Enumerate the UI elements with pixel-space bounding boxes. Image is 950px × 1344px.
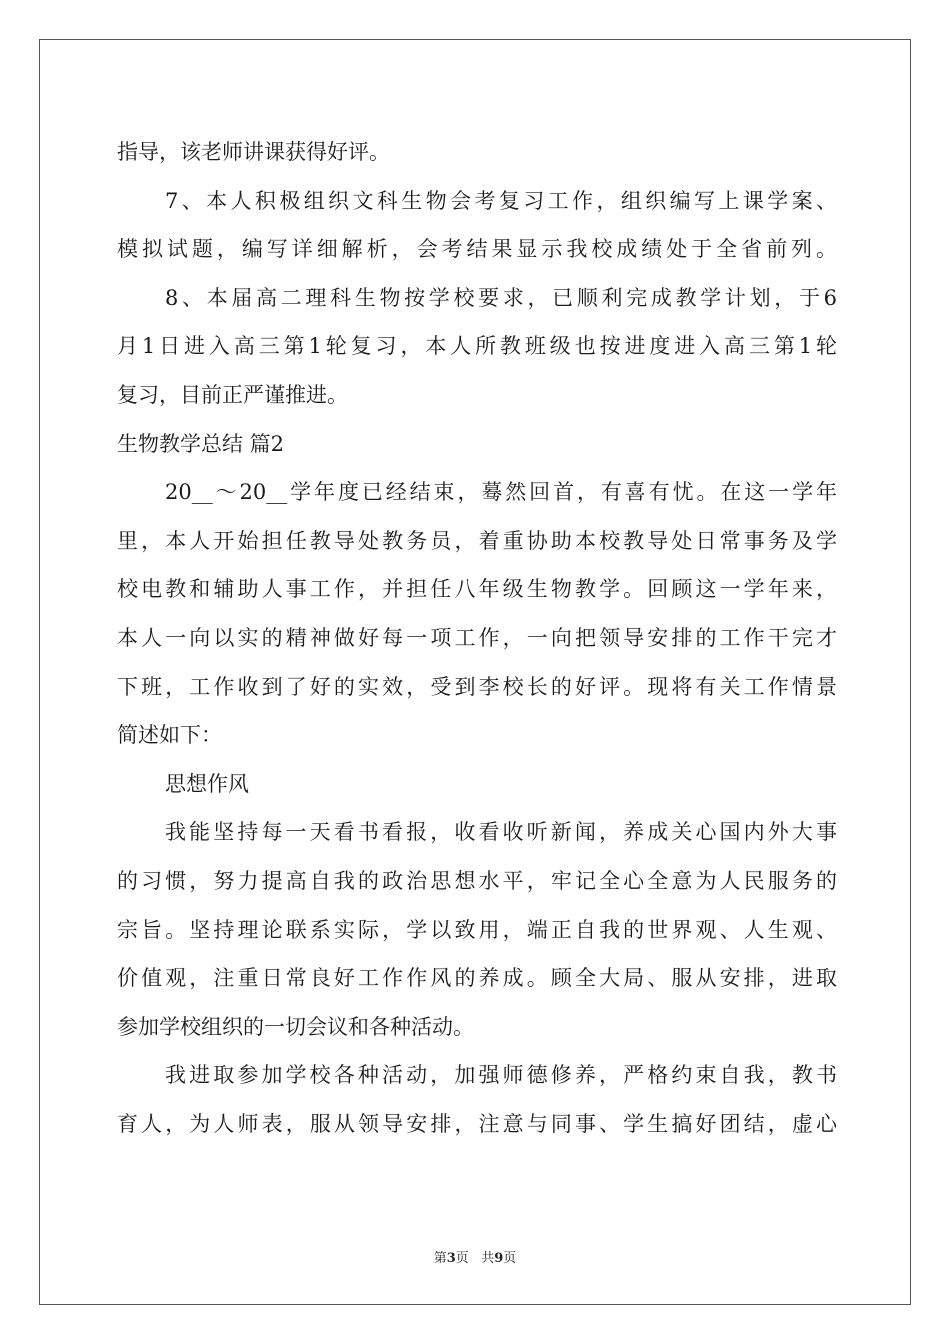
- total-suffix: 页: [503, 1251, 517, 1266]
- text-line: 校电教和辅助人事工作，并担任八年级生物教学。回顾这一学年来，: [117, 577, 837, 602]
- section-heading: 生物教学总结 篇2: [117, 431, 285, 456]
- text-line: 里，本人开始担任教导处教务员，着重协助本校教导处日常事务及学: [117, 528, 837, 553]
- text-line: 简述如下：: [117, 723, 222, 748]
- text-line: 我进取参加学校各种活动，加强师德修养，严格约束自我，教书: [165, 1063, 837, 1088]
- text-line: 育人，为人师表，服从领导安排，注意与同事、学生搞好团结，虚心: [117, 1111, 837, 1136]
- page-number: 3: [446, 1251, 456, 1266]
- text-line: 月1日进入高三第1轮复习，本人所教班级也按进度进入高三第1轮: [117, 334, 837, 359]
- page-prefix: 第: [433, 1251, 447, 1266]
- subsection-heading: 思想作风: [165, 771, 249, 796]
- text-line: 的习惯，努力提高自我的政治思想水平，牢记全心全意为人民服务的: [117, 868, 837, 893]
- text-line: 宗旨。坚持理论联系实际，学以致用，端正自我的世界观、人生观、: [117, 917, 837, 942]
- text-line: 7、本人积极组织文科生物会考复习工作，组织编写上课学案、: [165, 188, 837, 213]
- page-suffix: 页: [455, 1251, 469, 1266]
- document-body: [117, 128, 837, 1148]
- text-line: 复习，目前正严谨推进。: [117, 382, 348, 407]
- text-line: 20__～20__学年度已经结束，蓦然回首，有喜有忧。在这一学年: [165, 480, 837, 505]
- text-line: 本人一向以实的精神做好每一项工作，一向把领导安排的工作干完才: [117, 625, 837, 650]
- text-line: 8、本届高二理科生物按学校要求，已顺利完成教学计划，于6: [165, 285, 837, 310]
- total-prefix: 共: [481, 1251, 495, 1266]
- page-footer: [0, 1247, 950, 1266]
- total-pages: 9: [494, 1251, 504, 1266]
- text-line: 参加学校组织的一切会议和各种活动。: [117, 1014, 474, 1039]
- text-line: 下班，工作收到了好的实效，受到李校长的好评。现将有关工作情景: [117, 674, 837, 699]
- text-line: 价值观，注重日常良好工作作风的养成。顾全大局、服从安排，进取: [117, 966, 837, 991]
- text-line: 指导，该老师讲课获得好评。: [117, 140, 390, 164]
- text-line: 我能坚持每一天看书看报，收看收听新闻，养成关心国内外大事: [165, 820, 837, 845]
- text-line: 模拟试题，编写详细解析，会考结果显示我校成绩处于全省前列。: [117, 237, 837, 262]
